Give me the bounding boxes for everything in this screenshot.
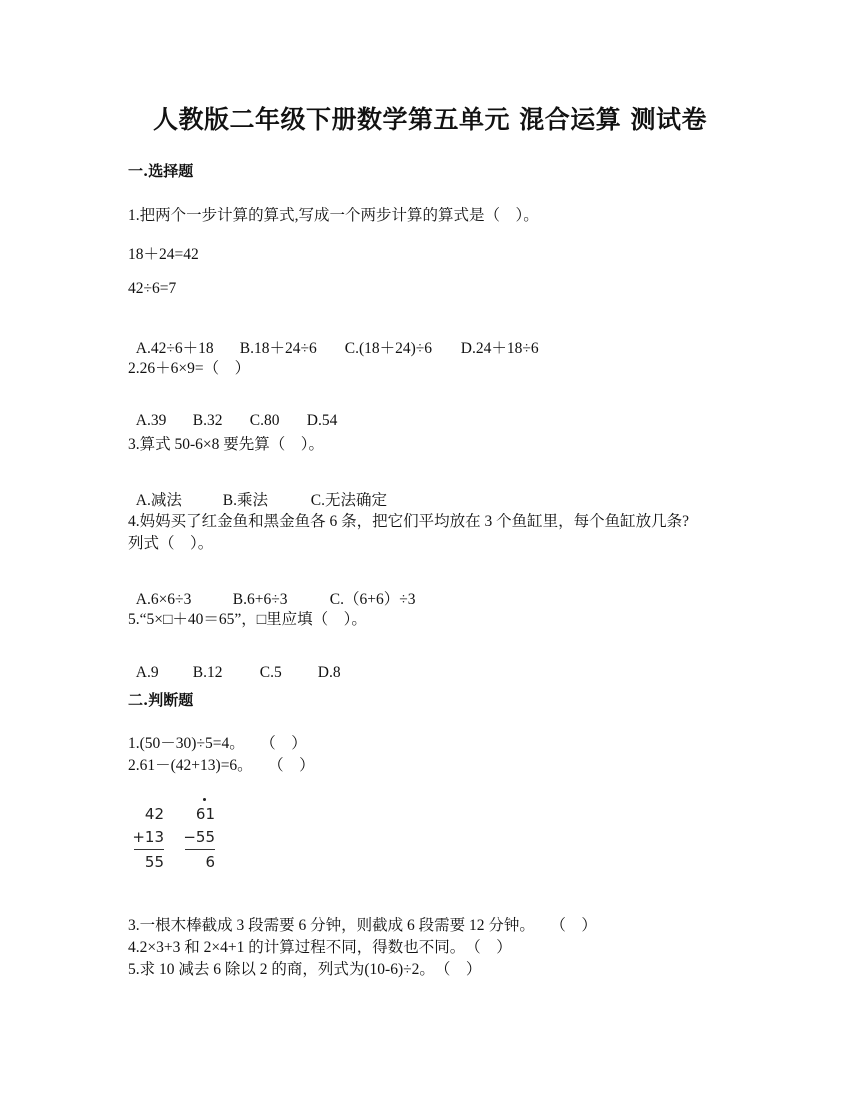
option-b[interactable]: B.12 [192,664,223,681]
option-a[interactable]: A.39 [135,412,167,429]
vertical-calculation [128,798,228,876]
judgement-item-2: 2.61－(42+13)=6。 （ ） [128,757,315,774]
option-c[interactable]: C.(18＋24)÷6 [344,340,433,357]
option-d[interactable]: D.54 [306,412,338,429]
question-2-stem: 2.26＋6×9=（ ） [128,360,251,377]
judgement-item-1: 1.(50－30)÷5=4。 （ ） [128,735,307,752]
calc-left-rule [134,849,164,850]
question-1-options [128,318,539,358]
option-c[interactable]: C.（6+6）÷3 [329,591,416,608]
question-2-options [128,394,337,430]
option-a[interactable]: A.9 [135,664,159,681]
option-c[interactable]: C.无法确定 [310,492,387,509]
option-a[interactable]: A.减法 [135,492,182,509]
option-a[interactable]: A.42÷6＋18 [135,340,214,357]
section-heading-choice: 一.选择题 [128,162,194,180]
judgement-item-4: 4.2×3+3 和 2×4+1 的计算过程不同，得数也不同。 （ ） [128,939,512,956]
calc-left-second: +13 [132,828,164,846]
question-4-stem-line-2: 列式（ ）。 [128,535,214,552]
calc-right-rule [185,849,215,850]
option-b[interactable]: B.32 [192,412,223,429]
option-b[interactable]: B.乘法 [222,492,268,509]
calc-right-result: 6 [205,853,215,871]
calc-right-top: 61 [195,805,215,823]
option-d[interactable]: D.24＋18÷6 [460,340,539,357]
question-3-options [128,470,387,510]
question-5-options [128,646,341,682]
question-1-stem: 1.把两个一步计算的算式,写成一个两步计算的算式是（ ）。 [128,207,539,224]
borrow-dot [203,798,206,801]
option-b[interactable]: B.18＋24÷6 [239,340,317,357]
question-1-equation-1: 18＋24=42 [128,246,199,263]
question-3-stem: 3.算式 50-6×8 要先算（ ）。 [128,436,325,453]
option-c[interactable]: C.5 [259,664,282,681]
judgement-item-3: 3.一根木棒截成 3 段需要 6 分钟，则截成 6 段需要 12 分钟。 （ ） [128,917,597,934]
page-title: 人教版二年级下册数学第五单元 混合运算 测试卷 [153,105,707,134]
question-1-equation-2: 42÷6=7 [128,280,177,297]
question-4-stem-line-1: 4.妈妈买了红金鱼和黑金鱼各 6 条，把它们平均放在 3 个鱼缸里，每个鱼缸放几条? [128,513,690,530]
option-c[interactable]: C.80 [249,412,280,429]
judgement-item-5: 5.求 10 减去 6 除以 2 的商，列式为(10-6)÷2。 （ ） [128,961,482,978]
option-a[interactable]: A.6×6÷3 [135,591,192,608]
question-4-options [128,569,415,609]
calc-right-second: −55 [183,828,215,846]
question-5-stem: 5.“5×□＋40＝65”，□里应填（ ）。 [128,611,367,628]
section-heading-judgement: 二.判断题 [128,691,194,709]
calc-left-result: 55 [144,853,164,871]
option-d[interactable]: D.8 [317,664,341,681]
option-b[interactable]: B.6+6÷3 [232,591,288,608]
calc-left-top: 42 [144,805,164,823]
